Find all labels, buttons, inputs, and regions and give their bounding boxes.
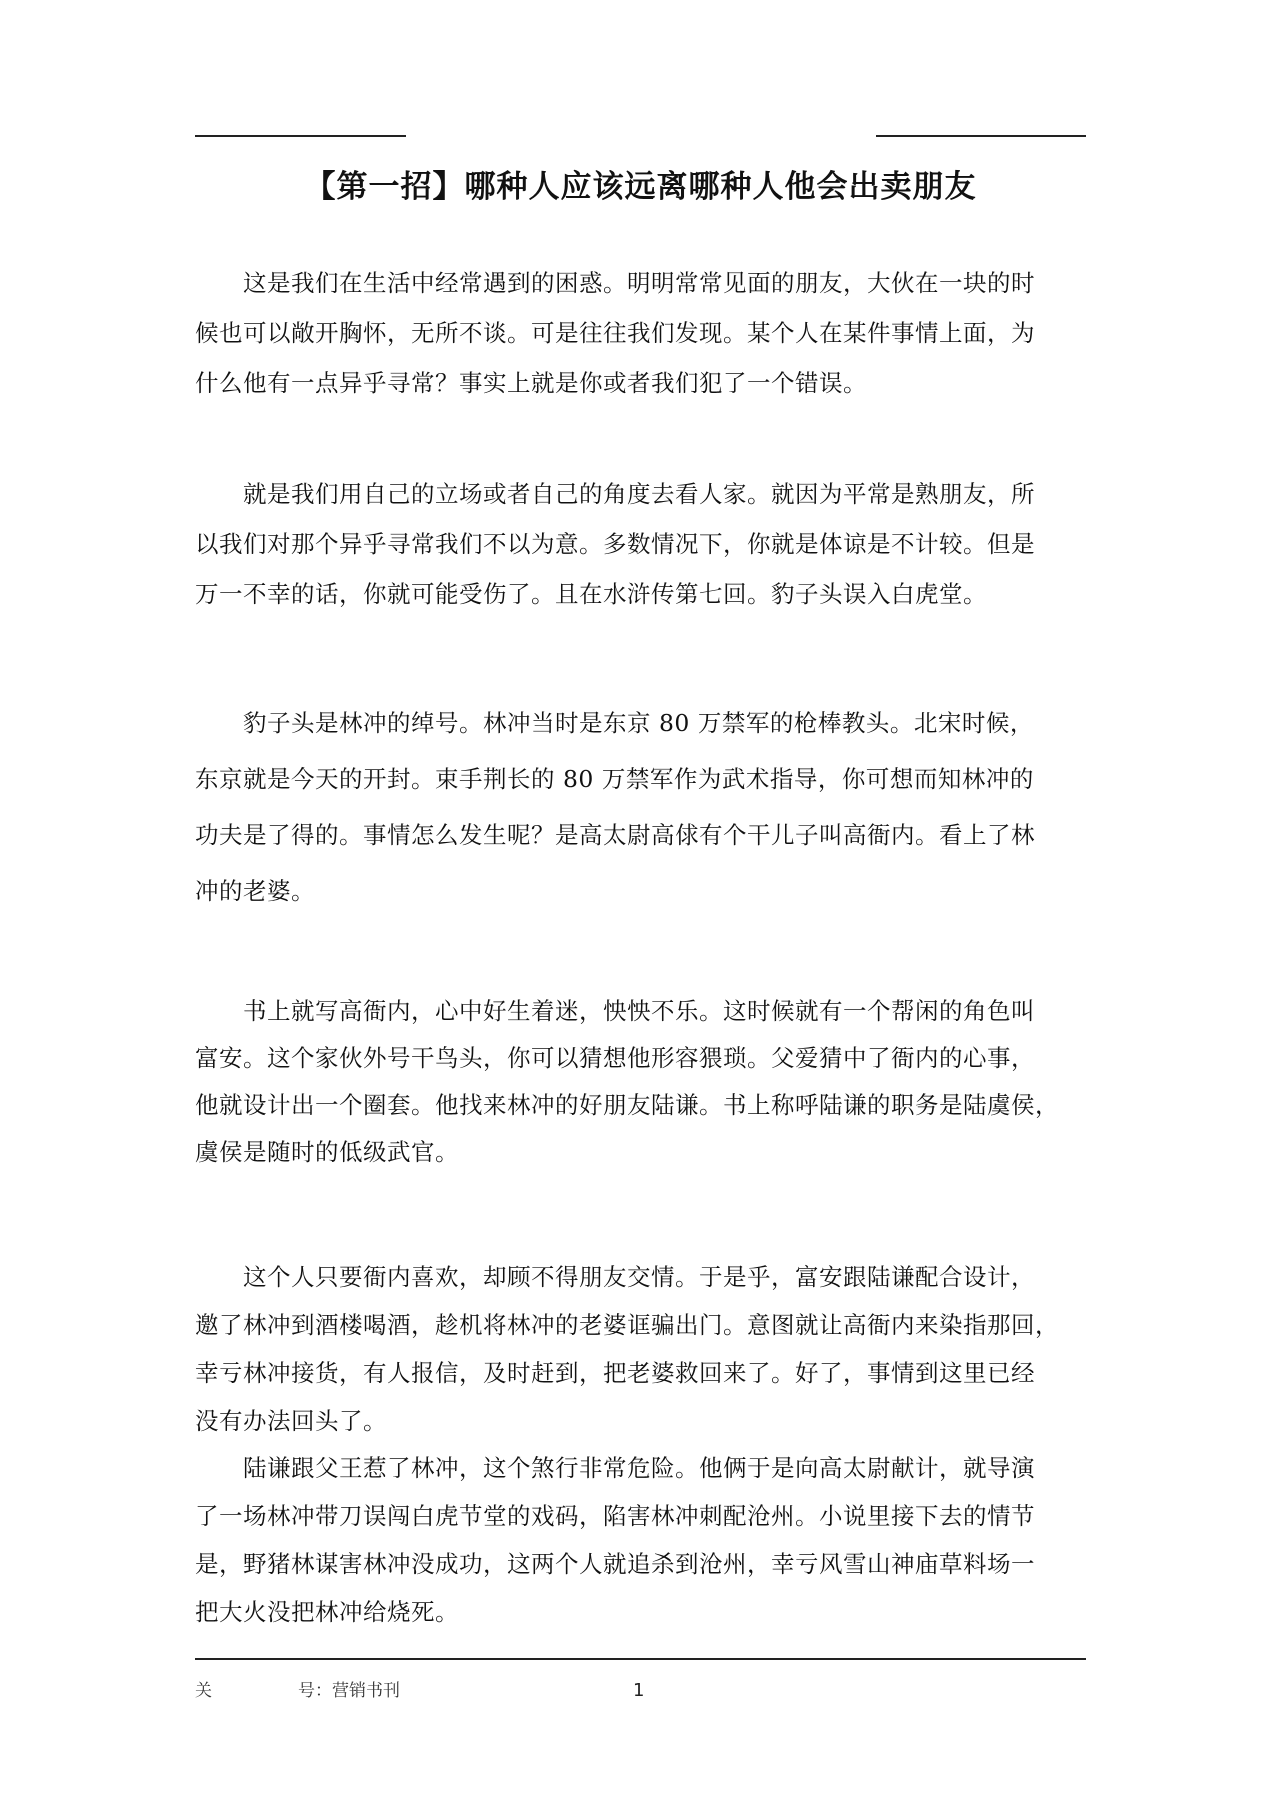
paragraph-line: 万一不幸的话，你就可能受伤了。且在水浒传第七回。豹子头误入白虎堂。 [195,580,987,608]
paragraph-line: 书上就写高衙内，心中好生着迷，怏怏不乐。这时候就有一个帮闲的角色叫 [195,997,1035,1025]
paragraph-line: 虞侯是随时的低级武官。 [195,1138,459,1166]
paragraph-line: 他就设计出一个圈套。他找来林冲的好朋友陆谦。书上称呼陆谦的职务是陆虞侯， [195,1091,1059,1119]
footer-label-key: 关 [195,1681,212,1701]
paragraph [195,1444,1086,1636]
paragraph-line: 没有办法回头了。 [195,1407,387,1435]
paragraph [195,1253,1086,1445]
paragraph-line: 是，野猪林谋害林冲没成功，这两个人就追杀到沧州，幸亏风雪山神庙草料场一 [195,1550,1035,1578]
paragraph [195,258,1086,408]
paragraph-line: 功夫是了得的。事情怎么发生呢？是高太尉高俅有个干儿子叫高衙内。看上了林 [195,821,1035,849]
paragraph-line: 什么他有一点异乎寻常？事实上就是你或者我们犯了一个错误。 [195,369,867,397]
paragraph-line: 这是我们在生活中经常遇到的困惑。明明常常见面的朋友，大伙在一块的时 [195,269,1035,297]
paragraph [195,469,1086,619]
header-rule-right [876,135,1086,137]
paragraph-line: 东京就是今天的开封。束手荆长的 80 万禁军作为武术指导，你可想而知林冲的 [195,765,1034,793]
paragraph [195,988,1086,1176]
document-title: 【第一招】哪种人应该远离哪种人他会出卖朋友 [304,169,977,205]
paragraph-line: 就是我们用自己的立场或者自己的角度去看人家。就因为平常是熟朋友，所 [195,480,1035,508]
paragraph-line: 了一场林冲带刀误闯白虎节堂的戏码，陷害林冲刺配沧州。小说里接下去的情节 [195,1502,1035,1530]
paragraph-line: 豹子头是林冲的绰号。林冲当时是东京 80 万禁军的枪棒教头。北宋时候， [195,709,1034,737]
paragraph-line: 以我们对那个异乎寻常我们不以为意。多数情况下，你就是体谅是不计较。但是 [195,530,1035,558]
paragraph-line: 冲的老婆。 [195,877,315,905]
footer-rule [195,1658,1086,1660]
header-rule-left [195,135,406,137]
paragraph-line: 富安。这个家伙外号干鸟头，你可以猜想他形容猥琐。父爱猜中了衙内的心事， [195,1044,1035,1072]
paragraph-line: 邀了林冲到酒楼喝酒，趁机将林冲的老婆诓骗出门。意图就让高衙内来染指那回， [195,1311,1059,1339]
paragraph [195,695,1086,919]
footer-label-value: 号：营销书刊 [298,1681,400,1701]
paragraph-line: 这个人只要衙内喜欢，却顾不得朋友交情。于是乎，富安跟陆谦配合设计， [195,1263,1035,1291]
paragraph-line: 陆谦跟父王惹了林冲，这个煞行非常危险。他俩于是向高太尉献计，就导演 [195,1454,1035,1482]
paragraph-line: 候也可以敞开胸怀，无所不谈。可是往往我们发现。某个人在某件事情上面，为 [195,319,1035,347]
page-number: 1 [633,1680,645,1701]
paragraph-line: 把大火没把林冲给烧死。 [195,1598,459,1626]
paragraph-line: 幸亏林冲接货，有人报信，及时赶到，把老婆救回来了。好了，事情到这里已经 [195,1359,1035,1387]
